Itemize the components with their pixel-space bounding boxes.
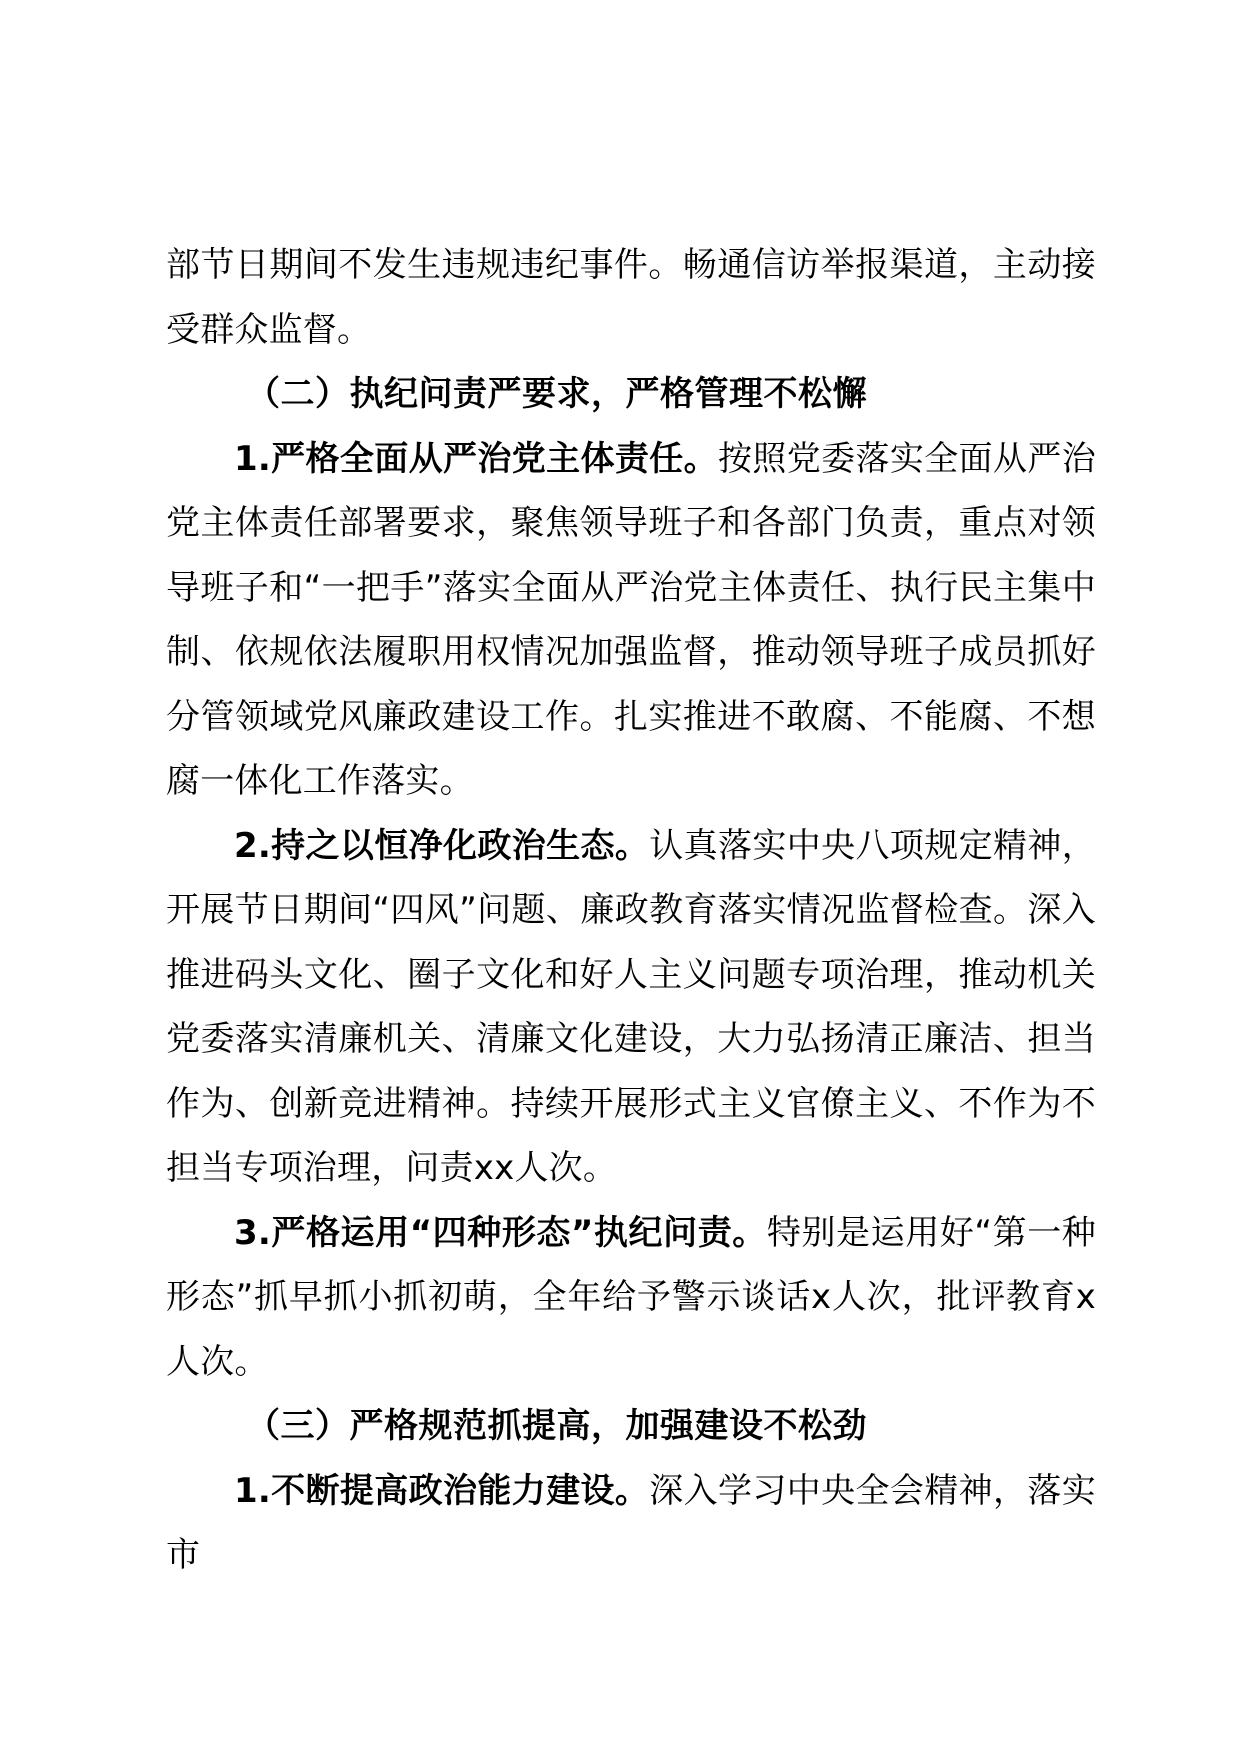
paragraph-text: 部节日期间不发生违规违纪事件。畅通信访举报渠道，主动接受群众监督。: [166, 245, 1096, 350]
item-text: 认真落实中央八项规定精神，开展节日期间“四风”问题、廉政教育落实情况监督检查。深入推进码头文化、圈子文化和好人主义问题专项治理，推动机关党委落实清廉机关、清廉文化建设，大力弘扬清正廉洁、担当作为、创新竞进精神。持续开展形式主义官僚主义、不作为不担当专项治理，问责xx人次。: [166, 825, 1096, 1188]
item-lead: 1.严格全面从严治党主体责任。: [234, 438, 719, 479]
paragraph-continuation: [166, 233, 1096, 362]
item-lead: 2.持之以恒净化政治生态。: [234, 825, 650, 866]
document-body: [166, 233, 1096, 1588]
item-text: 特别是运用好“第一种形态”抓早抓小抓初萌，全年给予警示谈话x人次，批评教育x人次。: [166, 1212, 1096, 1382]
item-text: 按照党委落实全面从严治党主体责任部署要求，聚焦领导班子和各部门负责，重点对领导班子和“一把手”落实全面从严治党主体责任、执行民主集中制、依规依法履职用权情况加强监督，推动领导班子成员抓好分管领域党风廉政建设工作。扎实推进不敢腐、不能腐、不想腐一体化工作落实。: [166, 438, 1097, 801]
numbered-item: [166, 1459, 1096, 1588]
numbered-item: [166, 814, 1096, 1201]
section-heading-3: （三）严格规范抓提高，加强建设不松劲: [246, 1406, 867, 1446]
numbered-item: [166, 1201, 1096, 1395]
item-lead: 3.严格运用“四种形态”执纪问责。: [234, 1212, 767, 1253]
numbered-item: [166, 427, 1096, 814]
section-heading-2: （二）执纪问责严要求，严格管理不松懈: [246, 374, 867, 414]
item-text: 深入学习中央全会精神，落实市: [166, 1470, 1096, 1575]
item-lead: 1.不断提高政治能力建设。: [234, 1470, 650, 1511]
